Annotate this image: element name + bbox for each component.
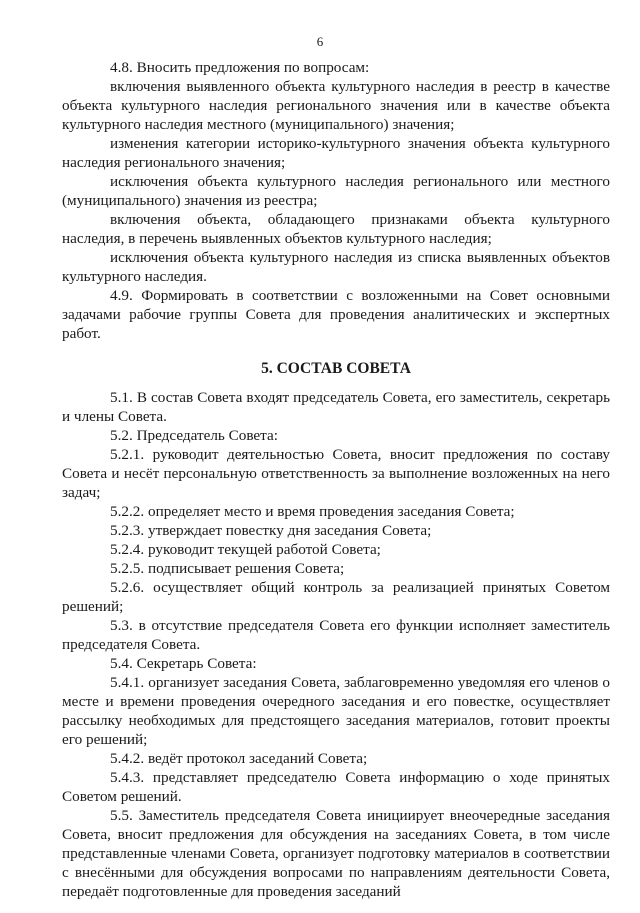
paragraph: 5.2.3. утверждает повестку дня заседания Совета;	[110, 522, 432, 539]
paragraph: включения выявленного объекта культурного наследия в реестр в качестве объекта культурного наследия регионального значения или в качестве объекта культурного наследия местного (муниципального) значения;	[62, 78, 610, 133]
section-heading: 5. СОСТАВ СОВЕТА	[261, 360, 411, 377]
paragraph: 5.3. в отсутствие председателя Совета его функции исполняет заместитель председателя Совета.	[62, 617, 610, 653]
paragraph: 5.2.5. подписывает решения Совета;	[110, 560, 345, 577]
paragraph: 5.4. Секретарь Совета:	[110, 655, 257, 672]
paragraph: 5.2.2. определяет место и время проведения заседания Совета;	[110, 503, 515, 520]
document-body	[62, 58, 610, 901]
paragraph: исключения объекта культурного наследия регионального или местного (муниципального) значения из реестра;	[62, 173, 610, 209]
paragraph: включения объекта, обладающего признаками объекта культурного наследия, в перечень выявленных объектов культурного наследия;	[62, 211, 610, 247]
paragraph: 5.5. Заместитель председателя Совета инициирует внеочередные заседания Совета, вносит предложения для обсуждения на заседаниях Совета, в том числе представленные членами Совета, организует подготовку материалов в соответствии с внесёнными для обсуждения вопросами по направлениям деятельности Совета, передаёт подготовленные для проведения заседаний	[62, 807, 610, 900]
paragraph: 5.4.1. организует заседания Совета, заблаговременно уведомляя его членов о месте и времени проведения очередного заседания и его повестке, осуществляет рассылку необходимых для предстоящего заседания материалов, готовит проекты его решений;	[62, 674, 610, 748]
paragraph: 4.8. Вносить предложения по вопросам:	[110, 59, 370, 76]
paragraph: 5.2.6. осуществляет общий контроль за реализацией принятых Советом решений;	[62, 579, 610, 615]
paragraph: исключения объекта культурного наследия из списка выявленных объектов культурного наследия.	[62, 249, 610, 285]
paragraph: 5.2.4. руководит текущей работой Совета;	[110, 541, 381, 558]
page-number: 6	[316, 34, 324, 49]
paragraph: изменения категории историко-культурного значения объекта культурного наследия регионального значения;	[62, 135, 610, 171]
paragraph: 5.2.1. руководит деятельностью Совета, вносит предложения по составу Совета и несёт персональную ответственность за выполнение возложенных на него задач;	[62, 446, 610, 501]
paragraph: 5.2. Председатель Совета:	[110, 427, 278, 444]
paragraph: 4.9. Формировать в соответствии с возложенными на Совет основными задачами рабочие группы Совета для проведения аналитических и экспертных работ.	[62, 287, 610, 342]
paragraph: 5.1. В состав Совета входят председатель Совета, его заместитель, секретарь и члены Совета.	[62, 389, 610, 425]
paragraph: 5.4.2. ведёт протокол заседаний Совета;	[110, 750, 368, 767]
paragraph: 5.4.3. представляет председателю Совета информацию о ходе принятых Советом решений.	[62, 769, 610, 805]
